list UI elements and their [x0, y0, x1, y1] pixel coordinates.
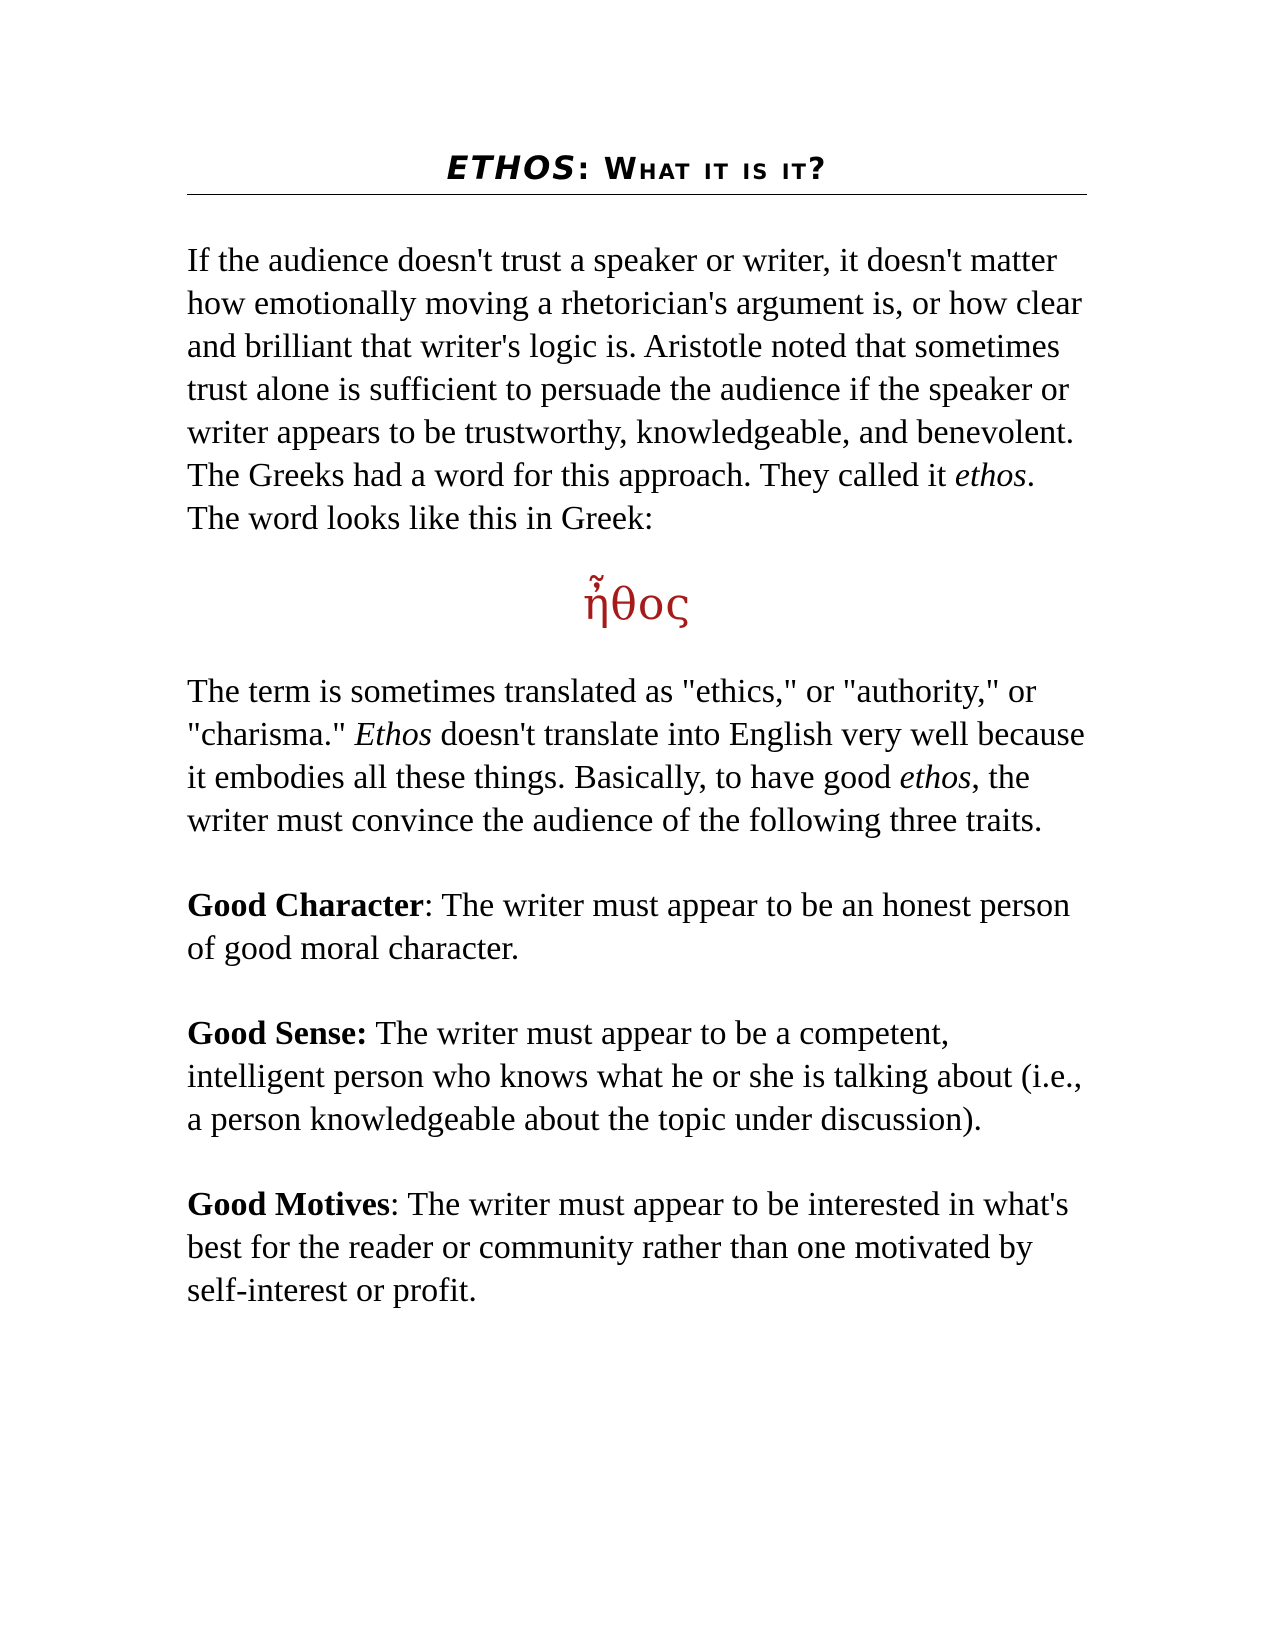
intro-italic-ethos: ethos: [954, 457, 1027, 494]
translation-text-a: The term is sometimes translated as "ethics," or "authority," or "charisma.": [187, 673, 1037, 753]
trait-text: The writer must appear to be an honest person of good moral character.: [187, 887, 1071, 967]
intro-paragraph: [187, 239, 1087, 540]
trait-label: Good Sense:: [187, 1015, 368, 1052]
trait-good-character: [187, 884, 1087, 970]
trait-good-sense: [187, 1012, 1087, 1141]
trait-text: The writer must appear to be a competent, intelligent person who knows what he or she is talking about (i.e., a person knowledgeable about the topic under discussion).: [187, 1015, 1083, 1138]
greek-word: ἦθος: [583, 579, 691, 630]
trait-separator: :: [390, 1186, 408, 1223]
translation-text-b: doesn't translate into English very well because it embodies all these things. Basically, to have good: [187, 716, 1085, 796]
translation-text-c: , the writer must convince the audience of the following three traits.: [187, 759, 1043, 839]
trait-separator: :: [424, 887, 442, 924]
trait-good-motives: [187, 1183, 1087, 1312]
trait-text: The writer must appear to be interested in what's best for the reader or community rather than one motivated by self-interest or profit.: [187, 1186, 1069, 1309]
intro-text-a: If the audience doesn't trust a speaker or writer, it doesn't matter how emotionally moving a rhetorician's argument is, or how clear and brilliant that writer's logic is. Aristotle noted that sometimes trust alone is sufficient to persuade the audience if the speaker or writer appears to be trustworthy, knowledgeable, and benevolent. The Greeks had a word for this approach. They called it: [187, 242, 1082, 494]
translation-italic-b: ethos: [899, 759, 972, 796]
intro-text-b: . The word looks like this in Greek:: [187, 457, 1036, 537]
trait-label: Good Motives: [187, 1186, 391, 1223]
title-ethos: ETHOS: [446, 149, 578, 187]
title-rest: : What it is it?: [577, 152, 828, 187]
trait-label: Good Character: [187, 887, 425, 924]
page-title: [187, 150, 1087, 195]
translation-paragraph: [187, 670, 1087, 842]
translation-italic-a: Ethos: [354, 716, 432, 753]
document-page: [187, 150, 1087, 1312]
